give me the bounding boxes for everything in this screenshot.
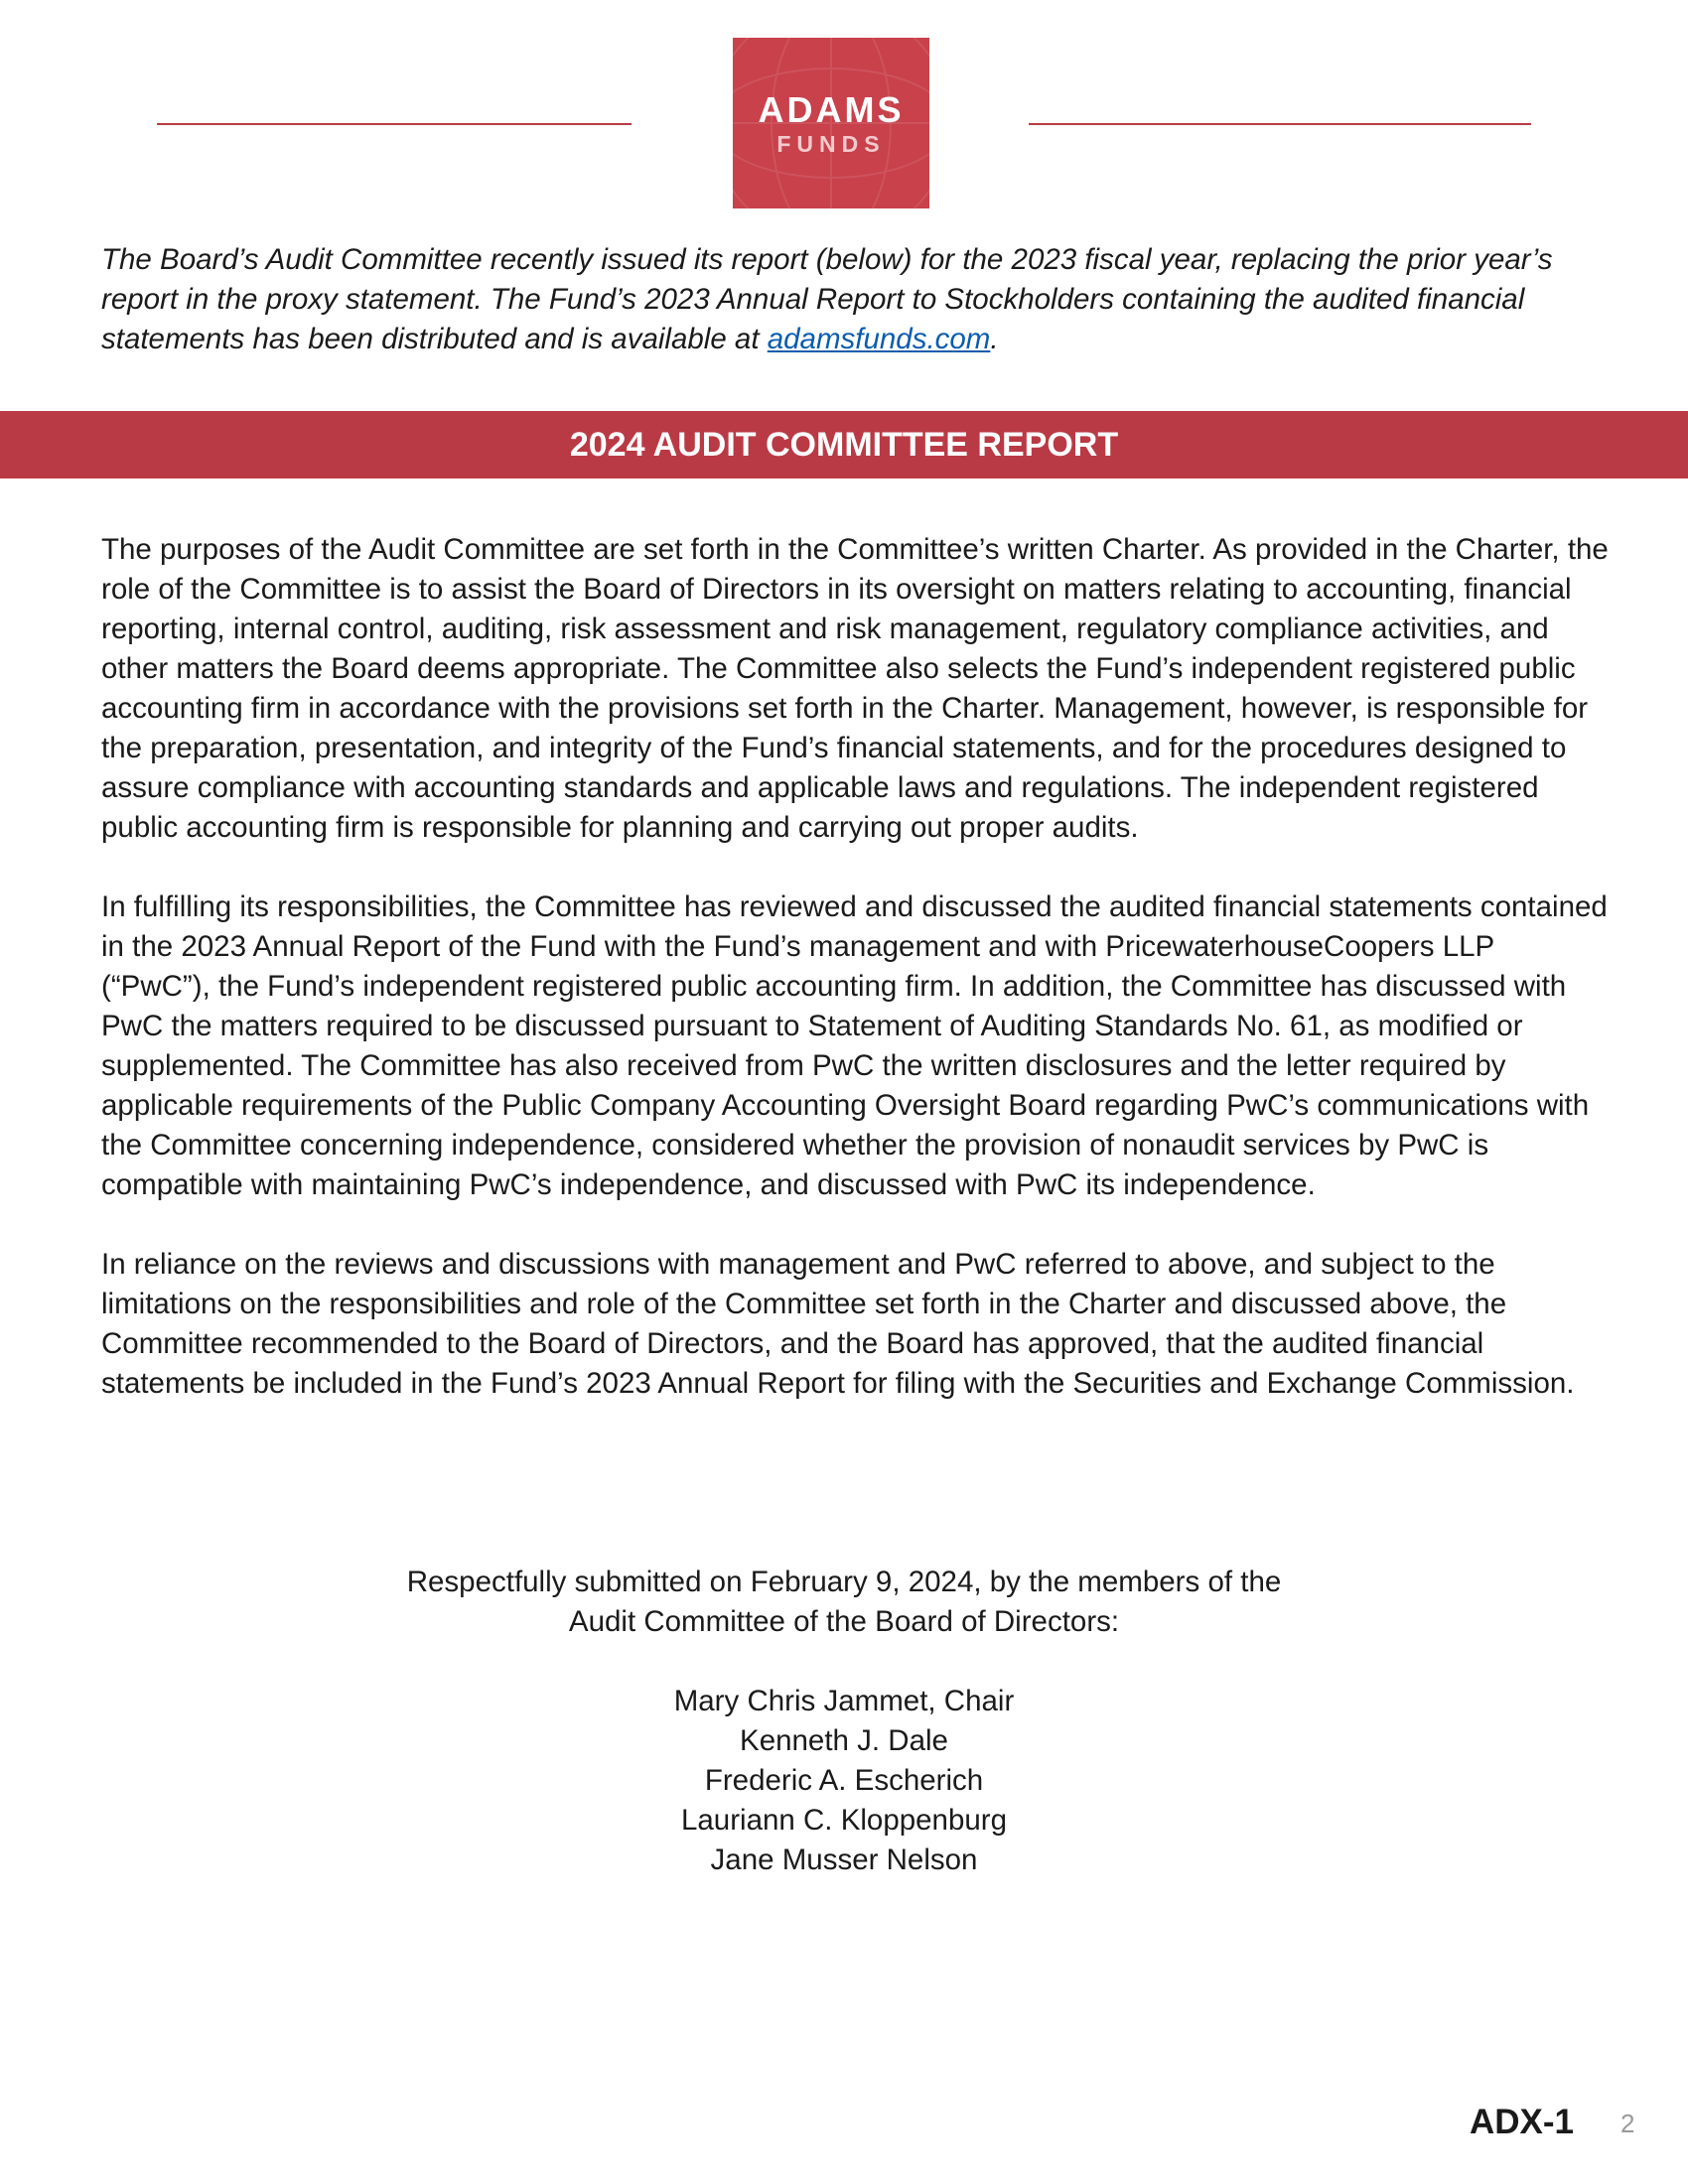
submission-line: Respectfully submitted on February 9, 2024, by the members of the	[406, 1566, 1282, 1598]
committee-member: Lauriann C. Kloppenburg	[680, 1804, 1007, 1837]
report-paragraph: The purposes of the Audit Committee are set forth in the Committee’s written Charter. As provided in the Charter, the role of the Committee is to assist the Board of Directors in its oversight on matters relating to accounting, financial reporting, internal control, auditing, risk assessment and risk management, regulatory compliance activities, and other matters the Board deems appropriate. The Committee also selects the Fund’s independent registered public accounting firm in accordance with the provisions set forth in the Charter. Management, however, is responsible for the preparation, presentation, and integrity of the Fund’s financial statements, and for the procedures designed to assure compliance with accounting standards and applicable laws and regulations. The independent registered public accounting firm is responsible for planning and carrying out proper audits.	[101, 533, 1609, 844]
intro-text-end: .	[990, 323, 999, 355]
report-paragraph: In fulfilling its responsibilities, the Committee has reviewed and discussed the audited financial statements contained in the 2023 Annual Report of the Fund with the Fund’s management and with PricewaterhouseCoopers LLP (“PwC”), the Fund’s independent registered public accounting firm. In addition, the Committee has discussed with PwC the matters required to be discussed pursuant to Statement of Auditing Standards No. 61, as modified or supplemented. The Committee has also received from PwC the written disclosures and the letter required by applicable requirements of the Public Company Accounting Oversight Board regarding PwC’s communications with the Committee concerning independence, considered whether the provision of nonaudit services by PwC is compatible with maintaining PwC’s independence, and discussed with PwC its independence.	[101, 890, 1608, 1201]
report-title-banner: 2024 AUDIT COMMITTEE REPORT	[0, 411, 1688, 478]
submission-statement	[101, 1563, 1587, 1642]
header-rule-left	[157, 123, 632, 125]
intro-note	[101, 240, 1611, 359]
adamsfunds-link[interactable]: adamsfunds.com	[767, 323, 991, 355]
report-paragraph: In reliance on the reviews and discussions with management and PwC referred to above, and subject to the limitations on the responsibilities and role of the Committee set forth in the Charter and discussed above, the Committee recommended to the Board of Directors, and the Board has approved, that the audited financial statements be included in the Fund’s 2023 Annual Report for filing with the Securities and Exchange Commission.	[101, 1248, 1575, 1400]
header-rule-right	[1029, 123, 1531, 125]
committee-member: Mary Chris Jammet, Chair	[673, 1685, 1015, 1717]
submission-line: Audit Committee of the Board of Directors:	[568, 1605, 1120, 1638]
committee-member: Frederic A. Escherich	[704, 1764, 984, 1797]
adams-funds-logo	[733, 38, 929, 208]
committee-members-list	[101, 1682, 1587, 1880]
document-code: ADX-1	[1470, 2103, 1575, 2141]
logo-line-1: ADAMS	[758, 89, 905, 130]
committee-member: Kenneth J. Dale	[740, 1724, 948, 1757]
committee-member: Jane Musser Nelson	[710, 1843, 978, 1876]
logo-line-2: FUNDS	[776, 131, 886, 157]
intro-text: The Board’s Audit Committee recently issued its report (below) for the 2023 fiscal year, replacing the prior year’s report in the proxy statement. The Fund’s 2023 Annual Report to Stockholders containing the audited financial statements has been distributed and is available at	[101, 243, 1553, 355]
page-number: 2	[1620, 2109, 1635, 2138]
report-body	[101, 530, 1611, 1443]
